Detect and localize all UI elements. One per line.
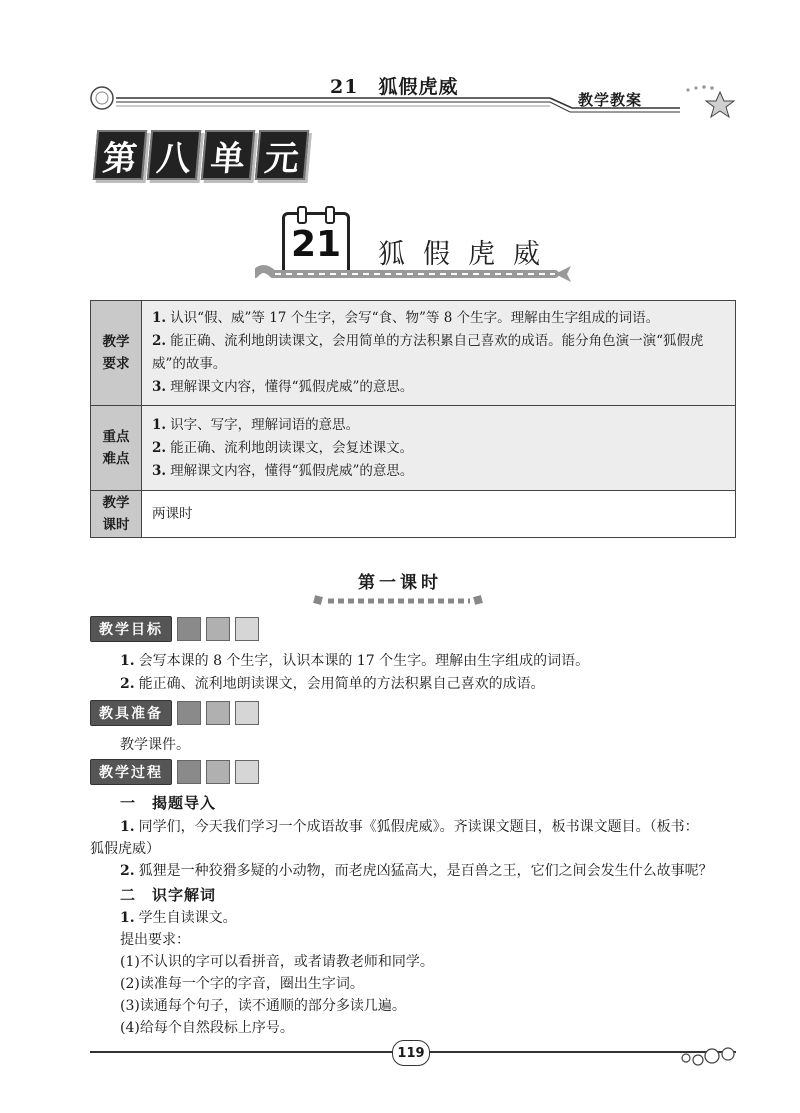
unit-badge-char: 元 — [255, 130, 309, 180]
paragraph: 1. 同学们，今天我们学习一个成语故事《狐假虎威》。齐读课文题目，板书课文题目。（板书： — [120, 819, 699, 835]
list-item: 2. 能正确、流利地朗读课文，会用简单的方法积累自己喜欢的成语。能分角色演一演“狐假虎威”的故事。 — [152, 333, 704, 372]
section-tag-goals: 教学目标 — [90, 616, 259, 642]
unit-badge — [95, 130, 307, 180]
list-item: 1. 会写本课的 8 个生字，认识本课的 17 个生字。理解由生字组成的词语。 — [120, 653, 590, 669]
unit-badge-char: 八 — [147, 130, 201, 180]
table-row — [91, 301, 736, 406]
paragraph-continuation: 狐假虎威） — [90, 841, 160, 857]
section-tag-materials: 教具准备 — [90, 700, 259, 726]
calendar-ring — [297, 206, 307, 224]
row-label: 教学 要求 — [91, 301, 142, 406]
calendar-ring — [325, 206, 335, 224]
row-label: 教学 课时 — [91, 491, 142, 538]
header-lesson-title: 21 狐假虎威 — [330, 76, 459, 98]
header-series-label: 教学教案 — [578, 91, 643, 109]
list-item: 2. 能正确、流利地朗读课文，会用简单的方法积累自己喜欢的成语。 — [120, 676, 545, 692]
materials-text: 教学课件。 — [120, 737, 190, 753]
part-title: 一 揭题导入 — [120, 794, 217, 812]
lesson-number: 21 — [290, 223, 342, 265]
row-content: 两课时 — [142, 491, 736, 538]
list-item: (4)给每个自然段标上序号。 — [120, 1020, 294, 1036]
section-tag-process: 教学过程 — [90, 759, 259, 785]
requirement-label: 提出要求： — [120, 932, 190, 948]
paragraph: 2. 狐狸是一种狡猾多疑的小动物，而老虎凶猛高大，是百兽之王，它们之间会发生什么故事呢？ — [120, 863, 713, 879]
page-number: 119 — [392, 1040, 430, 1066]
list-item: 1. 识字、写字，理解词语的意思。 — [152, 416, 360, 433]
list-item: (3)读通每个句子，读不通顺的部分多读几遍。 — [120, 998, 406, 1014]
bubbles-icon — [678, 1040, 738, 1072]
table-row — [91, 406, 736, 491]
banner-underline — [255, 262, 585, 284]
period-heading: 第一课时 — [358, 573, 442, 593]
period-underline — [312, 593, 488, 609]
unit-badge-char: 单 — [201, 130, 255, 180]
list-item: (2)读准每一个字的字音，圈出生字词。 — [120, 976, 364, 992]
row-content — [142, 301, 736, 406]
list-item: 3. 理解课文内容，懂得“狐假虎威”的意思。 — [152, 462, 414, 479]
paragraph: 1. 学生自读课文。 — [120, 910, 237, 926]
objectives-table — [90, 300, 736, 538]
lesson-name: 狐假虎威 — [378, 239, 558, 270]
unit-badge-char: 第 — [93, 130, 147, 180]
list-item: (1)不认识的字可以看拼音，或者请教老师和同学。 — [120, 954, 434, 970]
list-item: 1. 认识“假、威”等 17 个生字，会写“食、物”等 8 个生字。理解由生字组成的词语。 — [152, 310, 660, 326]
row-label: 重点 难点 — [91, 406, 142, 491]
part-title: 二 识字解词 — [120, 886, 217, 904]
row-content — [142, 406, 736, 491]
list-item: 2. 能正确、流利地朗读课文，会复述课文。 — [152, 439, 414, 456]
list-item: 3. 理解课文内容，懂得“狐假虎威”的意思。 — [152, 379, 414, 395]
table-row — [91, 491, 736, 538]
